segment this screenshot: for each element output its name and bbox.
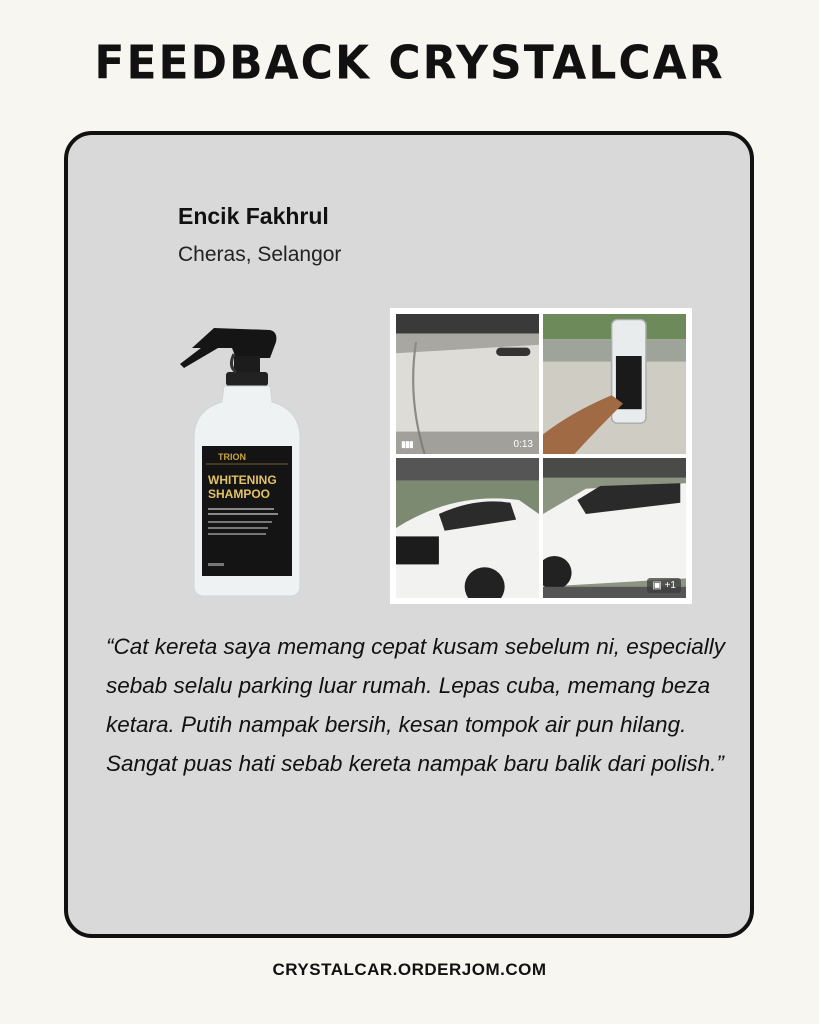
more-photos-count: +1 bbox=[664, 580, 676, 591]
product-bottle-image bbox=[174, 318, 304, 598]
testimonial-quote: “Cat kereta saya memang cepat kusam sebelum ni, especially sebab selalu parking luar rumah. Lepas cuba, memang beza ketara. Putih nampak bersih, kesan tompok air pun hilang. Sangat puas hati sebab kereta nampak baru balik dari polish.” bbox=[106, 634, 726, 776]
page-title: FEEDBACK CRYSTALCAR bbox=[94, 36, 725, 91]
more-photos-badge[interactable] bbox=[647, 578, 681, 593]
video-duration: 0:13 bbox=[513, 439, 533, 450]
hand-holding-bottle-photo[interactable] bbox=[543, 314, 686, 454]
car-door-video-thumbnail[interactable] bbox=[396, 314, 539, 454]
white-car-side-photo[interactable] bbox=[543, 458, 686, 598]
photo-collage[interactable] bbox=[390, 308, 692, 604]
product-brand: TRION bbox=[218, 452, 246, 462]
customer-name: Encik Fakhrul bbox=[178, 203, 329, 229]
testimonial-card bbox=[64, 131, 754, 938]
website-link[interactable]: CRYSTALCAR.ORDERJOM.COM bbox=[272, 960, 547, 979]
image-icon: ▣ bbox=[652, 580, 662, 591]
product-name-line1: WHITENING bbox=[208, 473, 277, 487]
customer-location: Cheras, Selangor bbox=[178, 243, 342, 266]
video-bars-icon: ▮▮▮ bbox=[401, 439, 413, 449]
product-name-line2: SHAMPOO bbox=[208, 487, 271, 501]
white-car-front-photo[interactable] bbox=[396, 458, 539, 598]
